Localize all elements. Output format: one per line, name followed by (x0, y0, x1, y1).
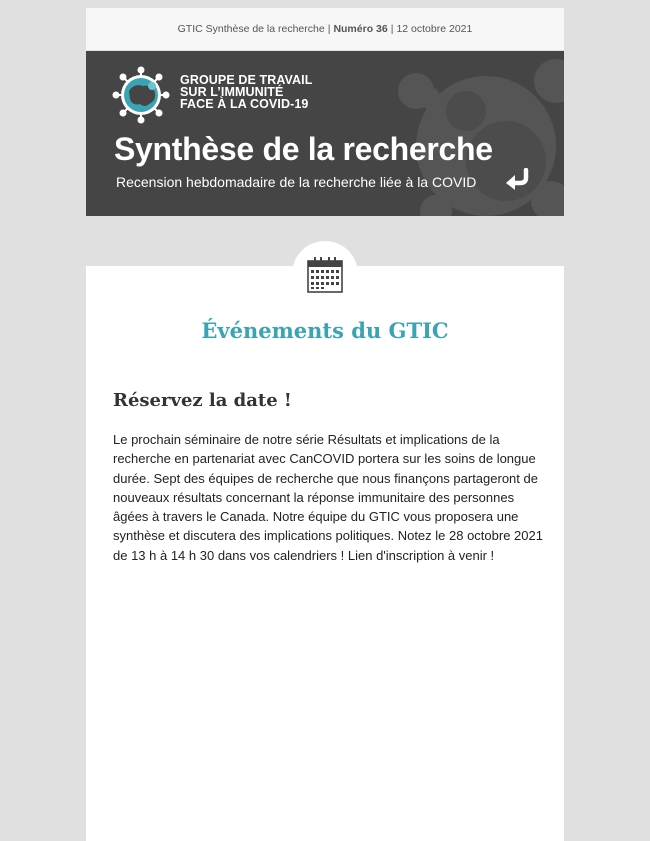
organization-name (180, 74, 313, 110)
org-line: SUR L’IMMUNITÉ (180, 85, 284, 99)
calendar-icon (306, 256, 344, 294)
section-title: Événements du GTIC (201, 318, 449, 343)
return-arrow-icon (504, 168, 532, 190)
banner-subtitle: Recension hebdomadaire de la recherche liée à la COVID (116, 174, 477, 190)
banner-title: Synthèse de la recherche (114, 131, 493, 167)
newsletter-header-bar (86, 8, 564, 50)
event-heading: Réservez la date ! (113, 390, 292, 411)
hero-banner (86, 51, 564, 216)
newsletter-name: GTIC Synthèse de la recherche (177, 23, 325, 35)
issue-number: Numéro 36 (333, 23, 388, 35)
header-separator: | (390, 23, 394, 35)
org-line: GROUPE DE TRAVAIL (180, 73, 313, 87)
header-separator: | (327, 23, 331, 35)
event-description: Le prochain séminaire de notre série Résultats et implications de la recherche en partenariat avec CanCOVID portera sur les soins de longue durée. Sept des équipes de recherche que nous finançons partageront de nouveaux résultats concernant la réponse immunitaire des personnes âgées à travers le Canada. Notre équipe du GTIC vous proposera une synthèse et discutera des implications politiques. Notez le 28 octobre 2021 de 13 h à 14 h 30 dans vos calendriers ! Lien d'inscription à venir ! (113, 432, 543, 563)
virus-logo-icon (112, 66, 170, 124)
issue-date: 12 octobre 2021 (396, 23, 473, 35)
org-line: FACE À LA COVID-19 (180, 97, 309, 111)
